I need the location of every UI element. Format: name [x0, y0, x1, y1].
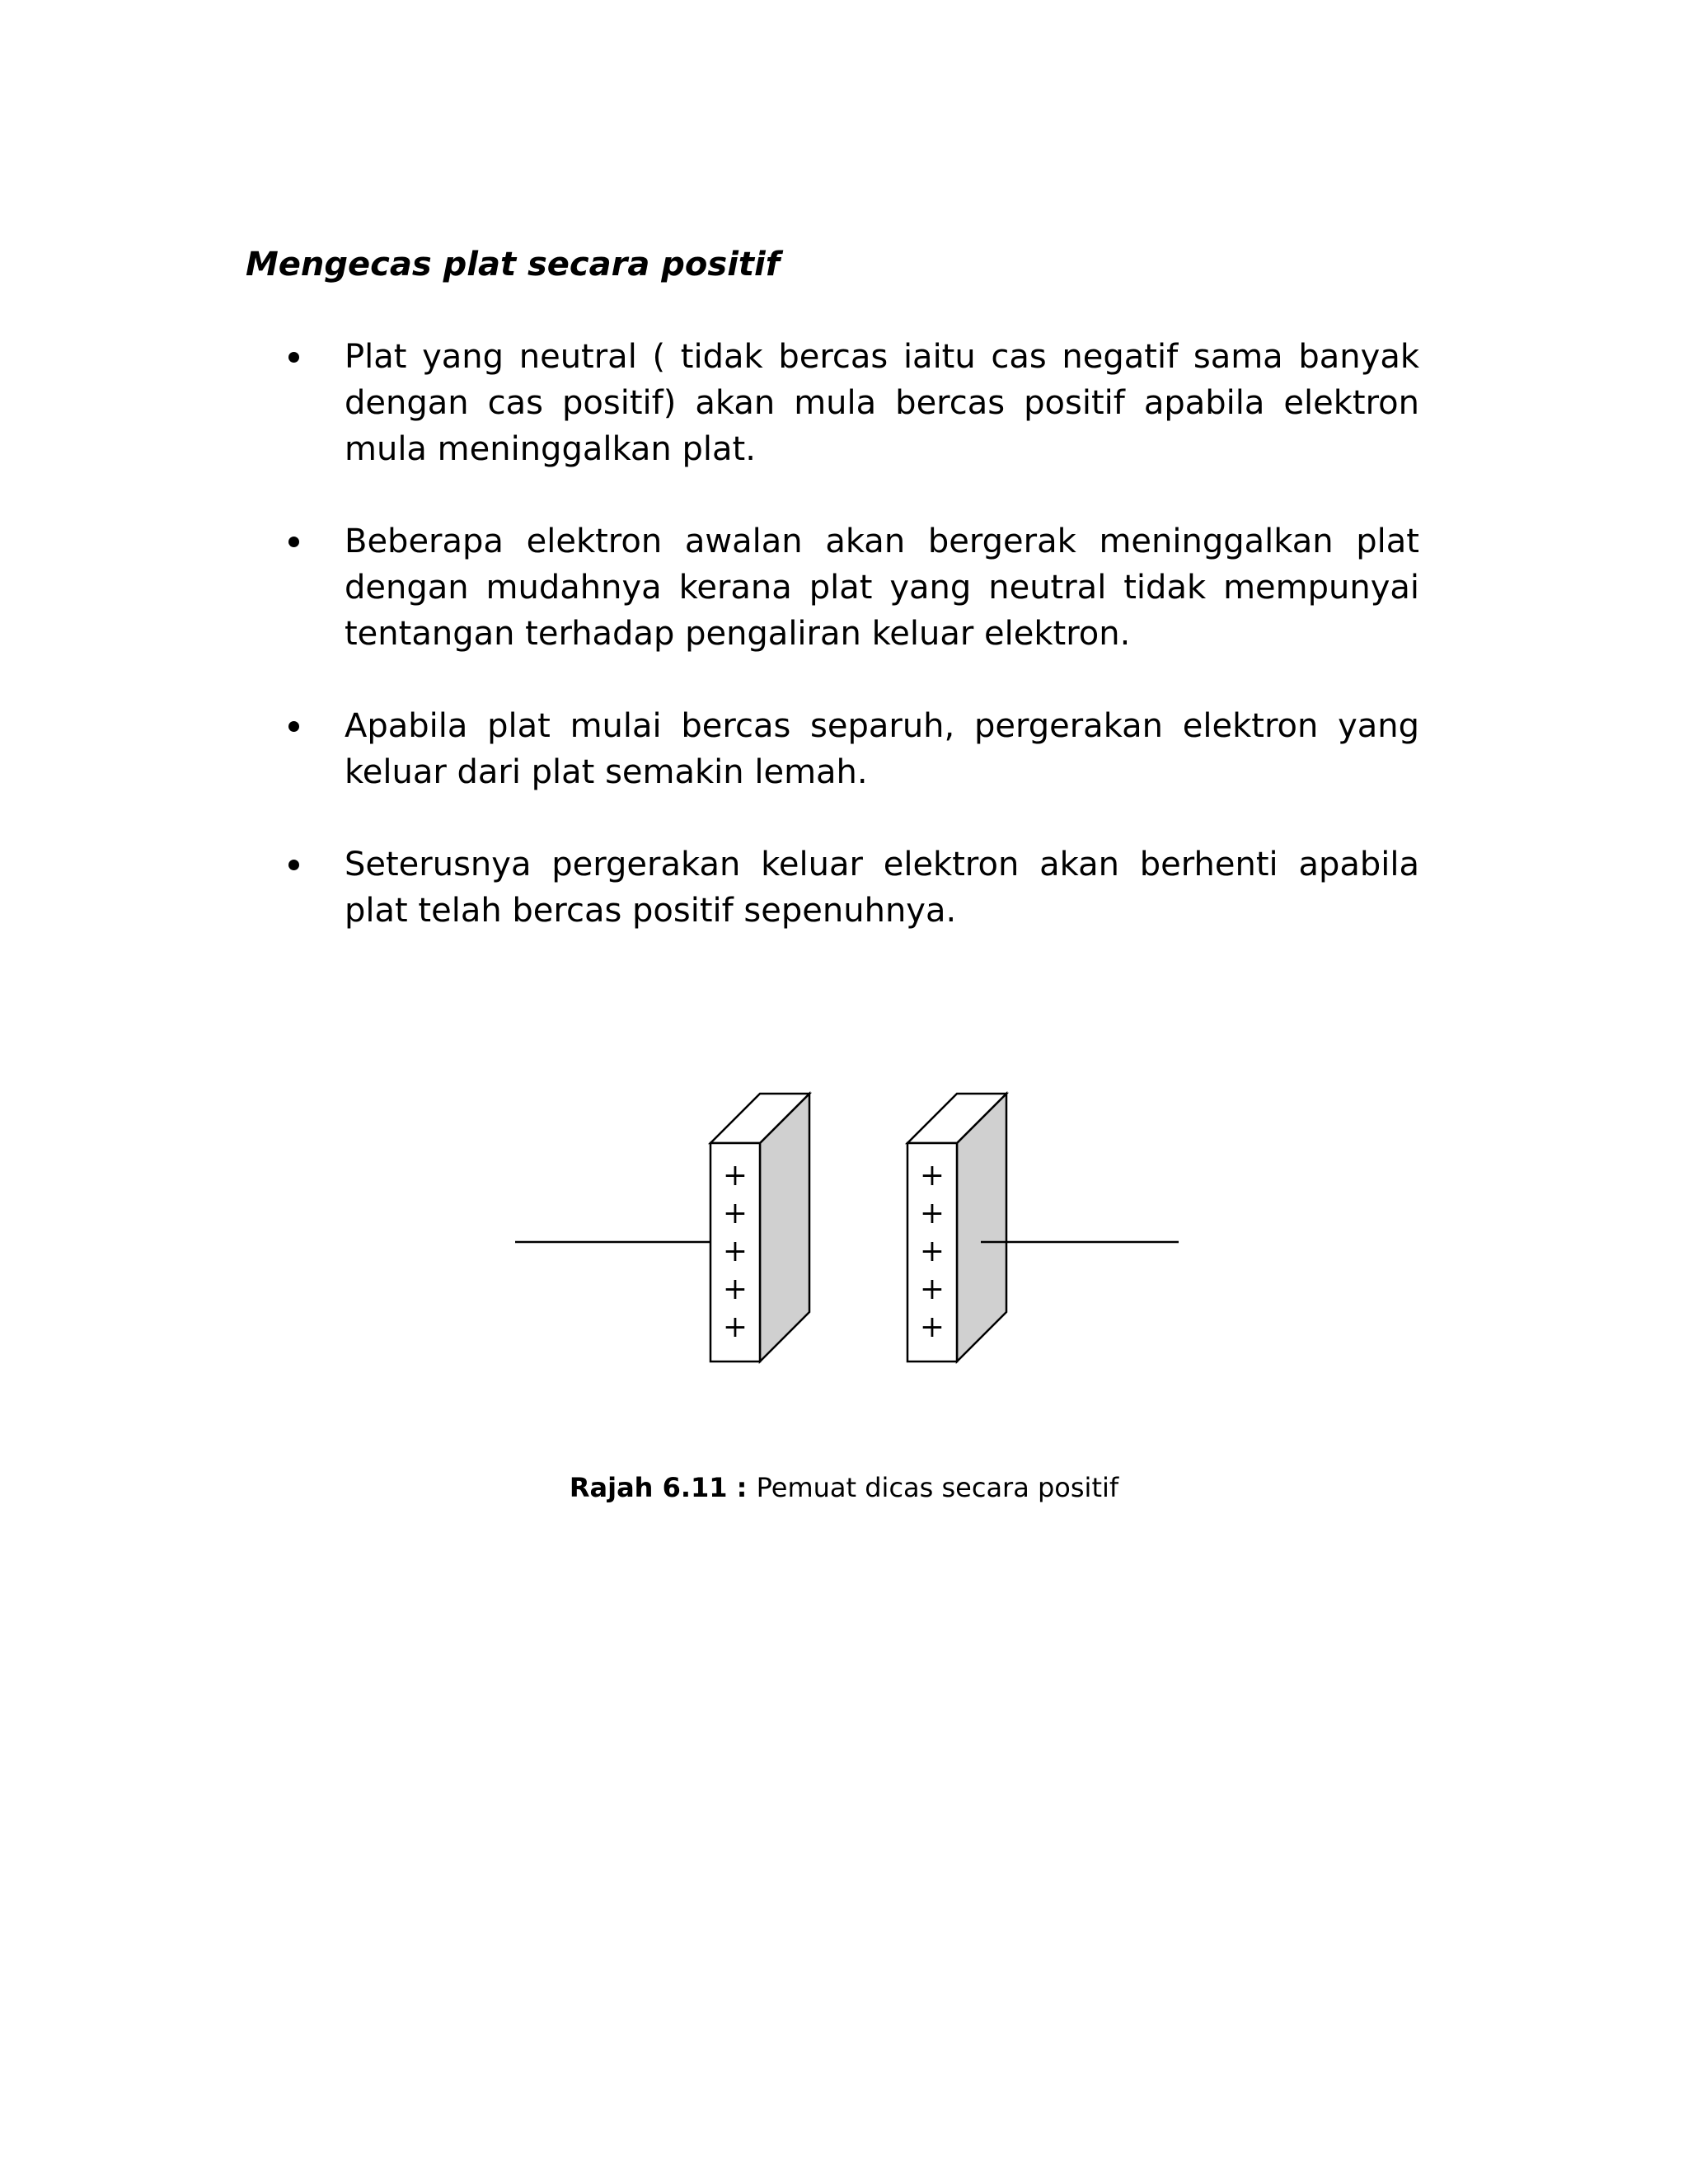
- plus-sign: +: [722, 1235, 748, 1268]
- plus-sign: +: [722, 1310, 748, 1344]
- right-plate: [907, 1094, 1006, 1361]
- capacitor-diagram: [511, 1088, 1187, 1393]
- plus-sign: +: [919, 1310, 945, 1344]
- left-plate: [710, 1094, 809, 1361]
- bullet-dot-icon: [288, 352, 299, 363]
- bullet-dot-icon: [288, 537, 299, 547]
- plus-sign: +: [722, 1197, 748, 1230]
- bullet-item: [288, 334, 1419, 472]
- bullet-text: Apabila plat mulai bercas separuh, pergerakan elektron yang keluar dari plat semakin lemah.: [345, 707, 1419, 791]
- bullet-dot-icon: [288, 860, 299, 870]
- bullet-item: [288, 703, 1419, 795]
- caption-text: Pemuat dicas secara positif: [756, 1472, 1119, 1503]
- caption-separator: :: [727, 1472, 757, 1503]
- plus-sign: +: [722, 1272, 748, 1306]
- section-heading: Mengecas plat secara positif: [246, 246, 781, 284]
- plus-sign: +: [919, 1197, 945, 1230]
- bullet-text: Beberapa elektron awalan akan bergerak meninggalkan plat dengan mudahnya kerana plat yang neutral tidak mempunyai tentangan terhadap pengaliran keluar elektron.: [345, 523, 1419, 653]
- bullet-item: [288, 518, 1419, 657]
- bullet-list: [288, 334, 1419, 980]
- bullet-item: [288, 841, 1419, 934]
- bullet-text: Plat yang neutral ( tidak bercas iaitu cas negatif sama banyak dengan cas positif) akan mula bercas positif apabila elektron mula meninggalkan plat.: [345, 338, 1419, 468]
- plus-sign: +: [919, 1159, 945, 1193]
- bullet-dot-icon: [288, 721, 299, 732]
- plus-sign: +: [722, 1159, 748, 1193]
- plus-sign: +: [919, 1235, 945, 1268]
- plus-sign: +: [919, 1272, 945, 1306]
- figure-caption: [0, 1472, 1688, 1503]
- caption-number: Rajah 6.11: [569, 1472, 728, 1503]
- capacitor-figure: [511, 1088, 1187, 1393]
- bullet-text: Seterusnya pergerakan keluar elektron akan berhenti apabila plat telah bercas positif sepenuhnya.: [345, 846, 1419, 930]
